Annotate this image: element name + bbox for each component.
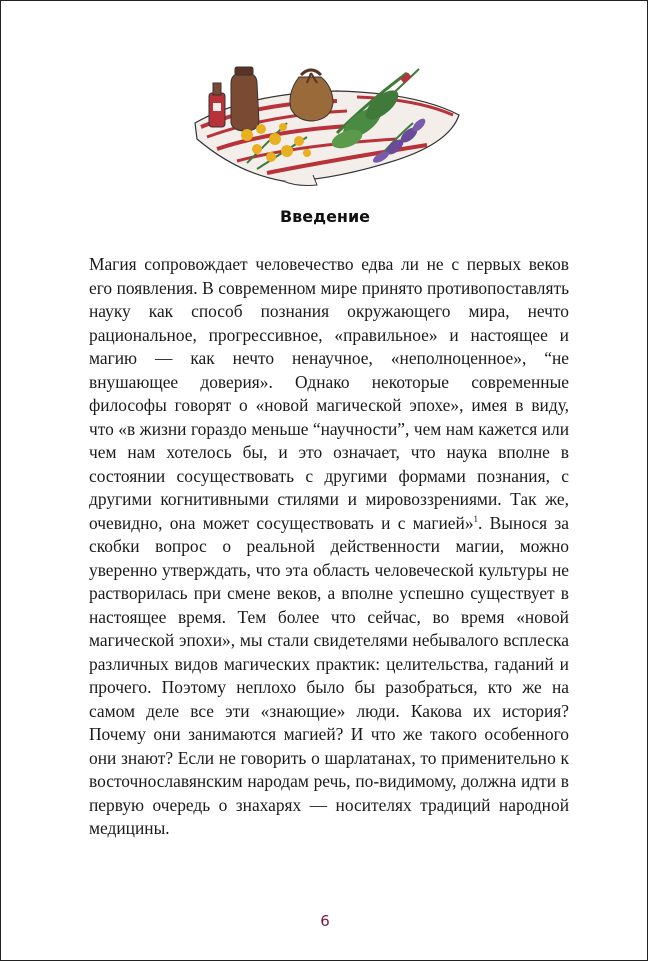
brown-jar-icon [231, 67, 259, 131]
pouch-icon [290, 70, 333, 121]
red-bottle-icon [209, 83, 225, 127]
page-title: Введение [279, 207, 371, 226]
paragraph-text-before-footnote: Магия сопровождает человечество едва ли не с первых веков его появления. В современном мире принято противопоставлять науку как способ познания окружающего мира, нечто рациональное, прогрессивное, «правильное» и настоящее и магию — как нечто ненаучное, «неполноценное», “не внушающее доверия». Однако некоторые современные философы говорят о «новой магической эпохе», имея в виду, что «в жизни гораздо меньше “научности”, чем нам кажется или чем нам хотелось бы, и это означает, что наука вполне в состоянии сосуществовать с другими формами познания, с другими когнитивными стилями и мировоззрениями. Так же, очевидно, она может сосуществовать и с магией» [89, 254, 569, 533]
footnote-mark[interactable]: 1 [473, 513, 479, 524]
page-number: 6 [320, 912, 330, 930]
paragraph-text-after-footnote: . Вынося за скобки вопрос о реальной действенности магии, можно уверенно утверждать, что эта область человеческой культуры не растворилась при смене веков, а вполне успешно существует в настоящее время. Тем более что сейчас, во время «новой магической эпохи», мы стали свидетелями небывалого всплеска различных видов магических практик: целительства, гаданий и прочего. Поэтому неплохо было бы разобраться, кто же на самом деле все эти «знающие» люди. Какова их история? Почему они занимаются магией? И что же такого особенного они знают? Если не говорить о шарлатанах, то применительно к восточнославянским народам речь, по-видимому, должна идти в первую очередь о знахарях — носителях традиций народной медицины. [89, 512, 569, 838]
body-paragraph [89, 253, 569, 841]
herbs-and-potions-icon [187, 53, 467, 193]
